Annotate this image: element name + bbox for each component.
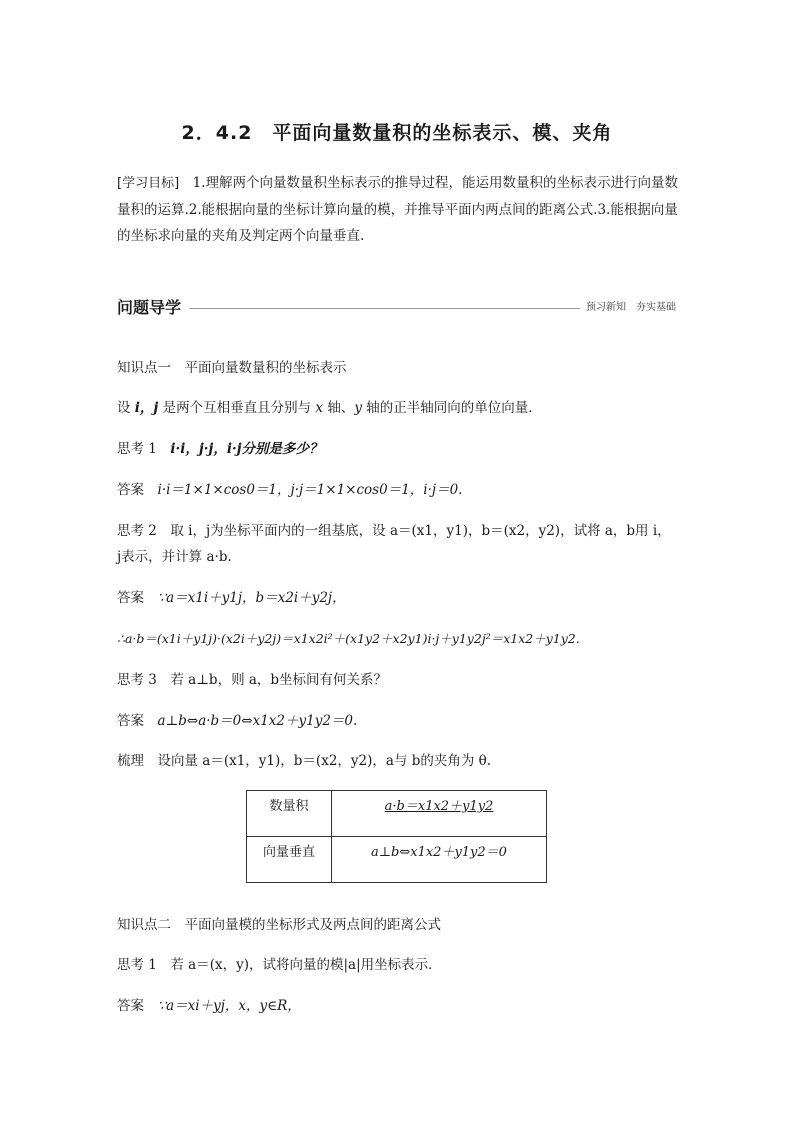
kp1-intro-vars: i，j	[134, 400, 159, 416]
learning-goals-label: [学习目标]	[117, 176, 180, 191]
table-row	[247, 791, 547, 837]
think1-question: i·i，j·j，i·j分别是多少？	[170, 441, 323, 457]
kp1-think3-answer	[117, 711, 357, 731]
table-key: 向量垂直	[247, 837, 332, 883]
kp2-think1-answer-text: ∵a＝xi＋yj，x，y∈R，	[157, 998, 301, 1014]
think2-label: 思考 2	[117, 523, 157, 539]
kp2-think1-answer	[117, 996, 301, 1016]
kp1-think3	[117, 670, 387, 690]
kp2-think1-question: 若 a＝(x，y)，试将向量的模|a|用坐标表示．	[170, 957, 442, 973]
kp1-think2-answer	[117, 588, 346, 608]
kp1-think1-answer	[117, 480, 462, 500]
kp1-think1	[117, 439, 323, 459]
section-title: 问题导学	[117, 298, 182, 317]
kp2-think1	[117, 955, 442, 975]
answer-label: 答案	[117, 713, 144, 729]
learning-goals	[117, 170, 680, 249]
table-value: a·b＝x1x2＋y1y2	[332, 791, 547, 837]
section-header	[117, 296, 680, 320]
table-key: 数量积	[247, 791, 332, 837]
summary-table	[246, 790, 547, 883]
think3-answer: a⊥b⇔a·b＝0⇔x1x2＋y1y2＝0.	[157, 713, 358, 729]
kp1-summary	[117, 751, 491, 771]
think1-answer: i·i＝1×1×cos0＝1，j·j＝1×1×cos0＝1，i·j＝0.	[157, 482, 463, 498]
learning-goals-text: 1.理解两个向量数量积坐标表示的推导过程，能运用数量积的坐标表示进行向量数量积的运算.2.能根据向量的坐标计算向量的模，并推导平面内两点间的距离公式.3.能根据向量的坐标求向量的夹角及判定两个向量垂直.	[117, 175, 679, 244]
section-tag: 预习新知 夯实基础	[586, 302, 676, 313]
think2-answer-line1: ∵a＝x1i＋y1j，b＝x2i＋y2j，	[157, 590, 346, 606]
think2-answer-line2: ∴a·b＝(x1i＋y1j)·(x2i＋y2j)＝x1x2i²＋(x1y2＋x2y1)i·j＋y1y2j²＝x1x2＋y1y2.	[117, 631, 580, 646]
kp1-intro-x: x	[315, 400, 324, 416]
page-title: 2．4.2 平面向量数量积的坐标表示、模、夹角	[181, 122, 613, 144]
kp1-intro-mid: 是两个互相垂直且分别与	[158, 400, 316, 416]
summary-label: 梳理	[117, 753, 144, 769]
table-row	[247, 837, 547, 883]
think2-question-line1: 取 i，j为坐标平面内的一组基底，设 a＝(x1，y1)，b＝(x2，y2)，试将 a，b用 i，	[170, 523, 671, 539]
kp2-think1-label: 思考 1	[117, 957, 157, 973]
kp2-heading: 知识点二 平面向量模的坐标形式及两点间的距离公式	[117, 917, 441, 933]
kp1-intro-y: y	[354, 400, 362, 416]
kp1-intro-mid2: 轴、	[323, 400, 355, 416]
think1-label: 思考 1	[117, 441, 157, 457]
kp1-think2	[117, 521, 671, 541]
answer-label: 答案	[117, 998, 144, 1014]
kp1-intro	[117, 398, 542, 418]
kp1-intro-post: 轴的正半轴同向的单位向量．	[361, 400, 542, 416]
kp1-heading: 知识点一 平面向量数量积的坐标表示	[117, 360, 347, 376]
kp1-think2-cont: j表示，并计算 a·b.	[117, 549, 232, 565]
table-value: a⊥b⇔x1x2＋y1y2＝0	[332, 837, 547, 883]
think3-label: 思考 3	[117, 672, 157, 688]
think3-question: 若 a⊥b，则 a，b坐标间有何关系？	[170, 672, 388, 688]
kp1-intro-pre: 设	[117, 400, 135, 416]
answer-label: 答案	[117, 590, 144, 606]
section-divider	[189, 308, 580, 309]
summary-text: 设向量 a＝(x1，y1)，b＝(x2，y2)，a与 b的夹角为 θ.	[157, 753, 492, 769]
answer-label: 答案	[117, 482, 144, 498]
